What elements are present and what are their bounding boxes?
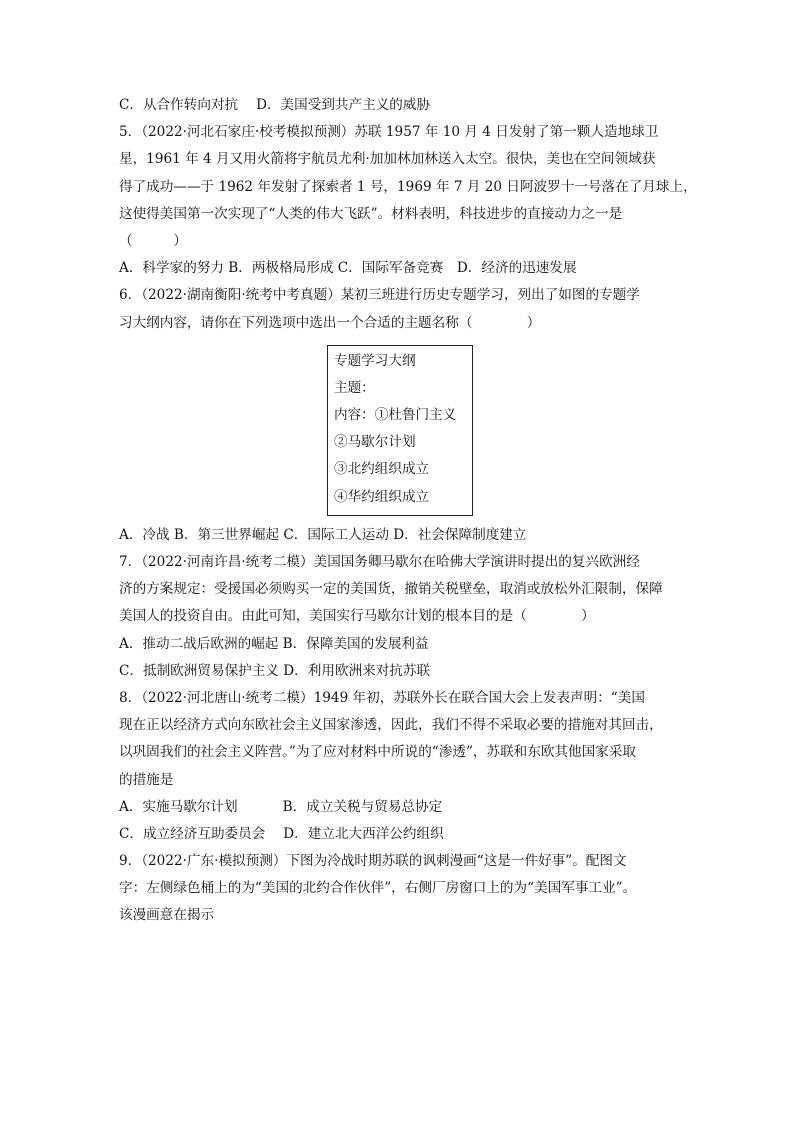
text-line: 该漫画意在揭示	[119, 907, 215, 924]
outline-box	[327, 345, 473, 516]
question-8-option: C．成立经济互助委员会 D．建立北大西洋公约组织	[119, 825, 444, 842]
question-6-options: A．冷战 B．第三世界崛起 C．国际工人运动 D．社会保障制度建立	[119, 526, 527, 543]
question-7-option: A．推动二战后欧洲的崛起 B．保障美国的发展利益	[119, 635, 429, 652]
outline-item: ③北约组织成立	[334, 461, 430, 478]
text-block-after	[119, 522, 679, 930]
text-line: 以巩固我们的社会主义阵营。”为了应对材料中所说的“渗透”，苏联和东欧其他国家采取	[119, 744, 637, 761]
outline-item: ④华约组织成立	[334, 488, 430, 505]
text-line: 的措施是	[119, 771, 174, 788]
question-9-stem: 9．（2022·广东·模拟预测）下图为冷战时期苏联的讽刺漫画“这是一件好事”。配图文	[119, 853, 627, 870]
text-line: 现在正以经济方式向东欧社会主义国家渗透，因此，我们不得不采取必要的措施对其回击，	[119, 717, 663, 734]
question-5-options: A．科学家的努力 B．两极格局形成 C．国际军备竞赛 D．经济的迅速发展	[119, 260, 577, 277]
text-line: 美国人的投资自由。由此可知，美国实行马歇尔计划的根本目的是（ ）	[119, 608, 595, 625]
outline-item: 内容：①杜鲁门主义	[334, 407, 457, 424]
document-page	[119, 92, 697, 930]
text-line: 得了成功——于 1962 年发射了探索者 1 号，1969 年 7 月 20 日阿波罗十一号落在了月球上，	[119, 178, 697, 195]
question-5-stem: 5．（2022·河北石家庄·校考模拟预测）苏联 1957 年 10 月 4 日发射了第一颗人造地球卫	[119, 124, 659, 141]
text-line: 星，1961 年 4 月又用火箭将宇航员尤利·加加林加林送入太空。很快，美也在空间领域获	[119, 151, 656, 168]
question-7-stem: 7．（2022·河南许昌·统考二模）美国国务卿马歇尔在哈佛大学演讲时提出的复兴欧洲经	[119, 554, 640, 570]
text-line: 字：左侧绿色桶上的为“美国的北约合作伙伴”，右侧厂房窗口上的为“美国军事工业”。	[119, 880, 637, 897]
outline-theme: 主题：	[334, 379, 375, 396]
text-line: 济的方案规定：受援国必须购买一定的美国货，撤销关税壁垒，取消或放松外汇限制，保障	[119, 581, 663, 598]
question-8-stem: 8．（2022·河北唐山·统考二模）1949 年初，苏联外长在联合国大会上发表声明：“美国	[119, 689, 645, 706]
text-line: 这使得美国第一次实现了“人类的伟大飞跃”。材料表明，科技进步的直接动力之一是	[119, 205, 623, 222]
text-line: C．从合作转向对抗 D．美国受到共产主义的威胁	[119, 97, 431, 113]
text-block-before	[119, 92, 697, 337]
question-6-stem: 6．（2022·湖南衡阳·统考中考真题）某初三班进行历史专题学习，列出了如图的专题学	[119, 287, 640, 304]
question-8-option: A．实施马歇尔计划 B．成立关税与贸易总协定	[119, 798, 443, 815]
outline-item: ②马歇尔计划	[334, 434, 416, 451]
outline-title: 专题学习大纲	[334, 352, 416, 369]
answer-blank: （ ）	[119, 232, 187, 249]
text-line: 习大纲内容，请你在下列选项中选出一个合适的主题名称（ ）	[119, 314, 541, 331]
question-7-option: C．抵制欧洲贸易保护主义 D．利用欧洲来对抗苏联	[119, 662, 431, 679]
